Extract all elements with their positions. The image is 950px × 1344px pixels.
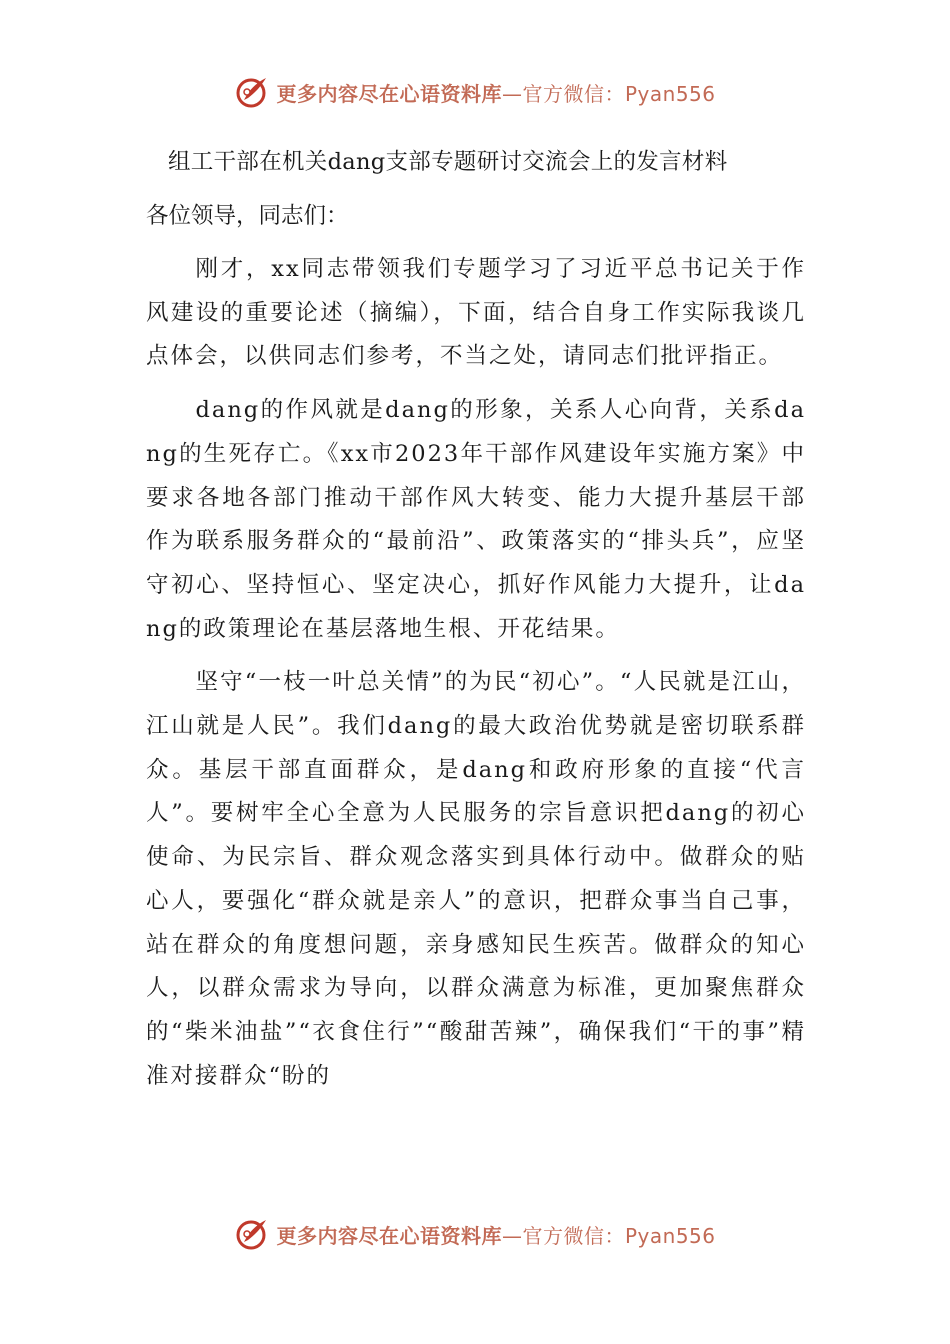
document-title: 组工干部在机关dang支部专题研讨交流会上的发言材料	[168, 149, 728, 175]
document-greeting: 各位领导，同志们：	[146, 203, 349, 229]
watermark-wechat-label: 官方微信：	[522, 1223, 625, 1248]
watermark-separator: —	[501, 1223, 523, 1248]
watermark-wechat-id: Pyan556	[624, 1223, 716, 1248]
paragraph-1: 刚才，xx同志带领我们专题学习了习近平总书记关于作风建设的重要论述（摘编），下面，结合自身工作实际我谈几点体会，以供同志们参考，不当之处，请同志们批评指正。	[146, 256, 806, 370]
watermark-slogan: 更多内容尽在心语资料库	[276, 1223, 502, 1248]
header-watermark	[0, 70, 950, 114]
document-body	[146, 140, 806, 1108]
paragraph-3: 坚守“一枝一叶总关情”的为民“初心”。“人民就是江山，江山就是人民”。我们dang的最大政治优势就是密切联系群众。基层干部直面群众，是dang和政府形象的直接“代言人”。要树牢全心全意为人民服务的宗旨意识把dang的初心使命、为民宗旨、群众观念落实到具体行动中。做群众的贴心人，要强化“群众就是亲人”的意识，把群众事当自己事，站在群众的角度想问题，亲身感知民生疾苦。做群众的知心人，以群众需求为导向，以群众满意为标准，更加聚焦群众的“柴米油盐”“衣食住行”“酸甜苦辣”，确保我们“干的事”精准对接群众“盼的	[146, 669, 806, 1089]
quill-seal-icon	[234, 1216, 270, 1252]
watermark-wechat-id: Pyan556	[624, 81, 716, 106]
watermark-separator: —	[501, 81, 523, 106]
watermark-wechat-label: 官方微信：	[522, 81, 625, 106]
watermark-slogan: 更多内容尽在心语资料库	[276, 81, 502, 106]
paragraph-2: dang的作风就是dang的形象，关系人心向背，关系dang的生死存亡。《xx市2023年干部作风建设年实施方案》中要求各地各部门推动干部作风大转变、能力大提升基层干部作为联系服务群众的“最前沿”、政策落实的“排头兵”，应坚守初心、坚持恒心、坚定决心，抓好作风能力大提升，让dang的政策理论在基层落地生根、开花结果。	[146, 397, 806, 642]
quill-seal-icon	[234, 74, 270, 110]
footer-watermark	[0, 1212, 950, 1256]
